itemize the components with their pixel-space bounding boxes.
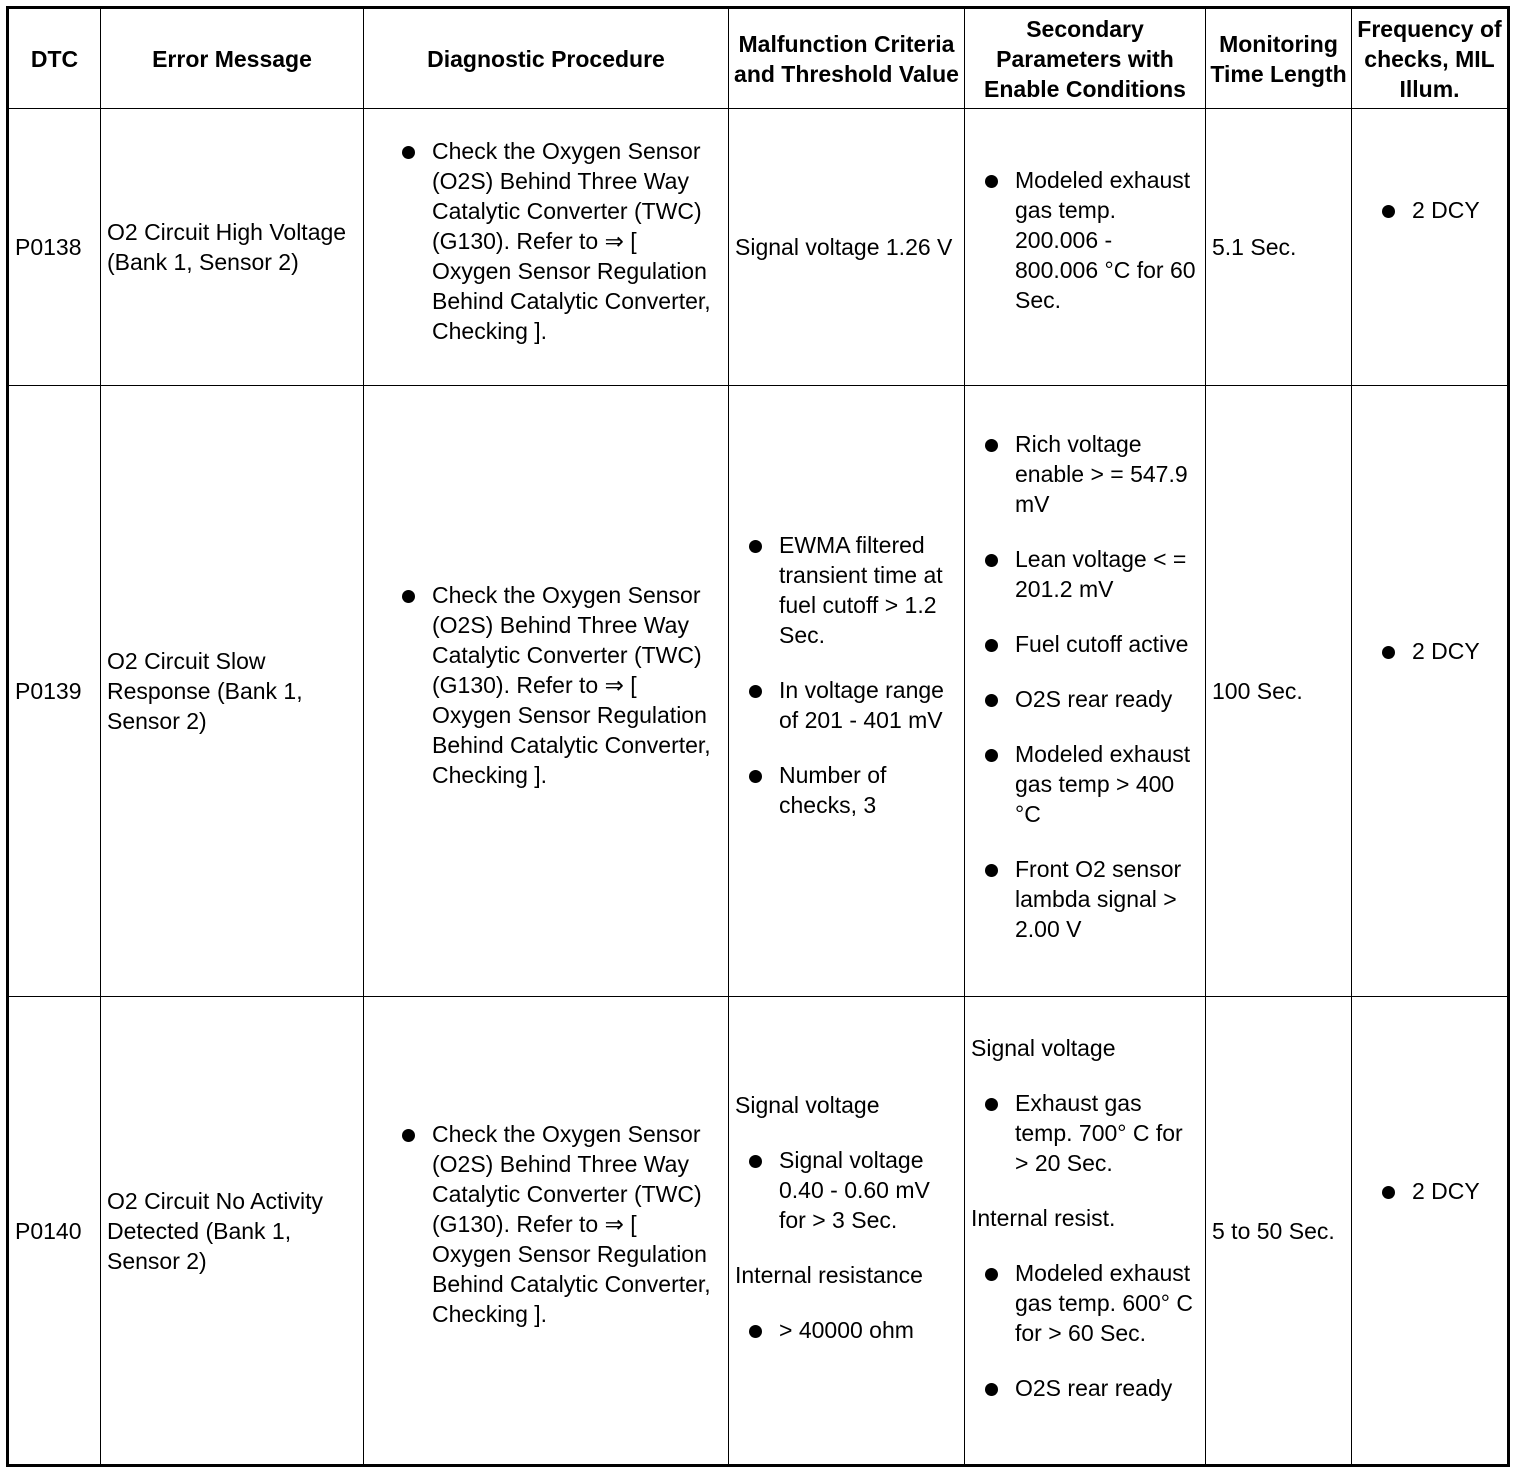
error-message: O2 Circuit No Activity Detected (Bank 1, Sensor 2) [101, 997, 364, 1466]
monitoring-time: 5.1 Sec. [1206, 109, 1352, 386]
list-item: Rich voltage enable > = 547.9 mV [971, 429, 1199, 519]
header-secondary-parameters: Secondary Parameters with Enable Conditions [965, 8, 1206, 109]
malfunction-criteria: Signal voltage 1.26 V [729, 109, 965, 386]
list-item: Modeled exhaust gas temp. 600° C for > 60 Sec. [971, 1258, 1199, 1348]
list-item: Modeled exhaust gas temp. 200.006 - 800.006 °C for 60 Sec. [971, 165, 1199, 315]
header-diagnostic-procedure: Diagnostic Procedure [364, 8, 729, 109]
secondary-parameters [965, 386, 1206, 997]
list-item: O2S rear ready [971, 684, 1199, 714]
header-error-message: Error Message [101, 8, 364, 109]
monitoring-time: 100 Sec. [1206, 386, 1352, 997]
error-message: O2 Circuit High Voltage (Bank 1, Sensor 2) [101, 109, 364, 386]
header-frequency: Frequency of checks, MIL Illum. [1352, 8, 1509, 109]
dtc-code: P0139 [8, 386, 101, 997]
list-item: 2 DCY [1368, 195, 1501, 225]
list-item: Check the Oxygen Sensor (O2S) Behind Three Way Catalytic Converter (TWC) (G130). Refer to ⇒ [ Oxygen Sensor Regulation Behind Catalytic Converter, Checking ]. [388, 1119, 720, 1329]
list-item: Lean voltage < = 201.2 mV [971, 544, 1199, 604]
criteria-label: Signal voltage [735, 1092, 880, 1118]
header-monitoring-time: Monitoring Time Length [1206, 8, 1352, 109]
table-row [8, 109, 1509, 386]
error-message: O2 Circuit Slow Response (Bank 1, Sensor 2) [101, 386, 364, 997]
frequency [1352, 997, 1509, 1466]
frequency [1352, 109, 1509, 386]
list-item: 2 DCY [1368, 1176, 1501, 1206]
secondary-label: Internal resist. [971, 1205, 1116, 1231]
diagnostic-procedure [364, 386, 729, 997]
frequency [1352, 386, 1509, 997]
monitoring-time: 5 to 50 Sec. [1206, 997, 1352, 1466]
malfunction-criteria [729, 997, 965, 1466]
malfunction-criteria [729, 386, 965, 997]
dtc-code: P0140 [8, 997, 101, 1466]
header-malfunction-criteria: Malfunction Criteria and Threshold Value [729, 8, 965, 109]
diagnostic-procedure [364, 109, 729, 386]
list-item: > 40000 ohm [735, 1315, 958, 1345]
list-item: Front O2 sensor lambda signal > 2.00 V [971, 854, 1199, 944]
list-item: Number of checks, 3 [735, 760, 958, 820]
list-item: 2 DCY [1368, 636, 1501, 666]
list-item: Modeled exhaust gas temp > 400 °C [971, 739, 1199, 829]
secondary-parameters [965, 109, 1206, 386]
secondary-parameters [965, 997, 1206, 1466]
list-item: O2S rear ready [971, 1373, 1199, 1403]
dtc-code: P0138 [8, 109, 101, 386]
list-item: EWMA filtered transient time at fuel cutoff > 1.2 Sec. [735, 530, 958, 650]
list-item: Signal voltage 0.40 - 0.60 mV for > 3 Sec. [735, 1145, 958, 1235]
list-item: In voltage range of 201 - 401 mV [735, 675, 958, 735]
list-item: Exhaust gas temp. 700° C for > 20 Sec. [971, 1088, 1199, 1178]
list-item: Check the Oxygen Sensor (O2S) Behind Three Way Catalytic Converter (TWC) (G130). Refer to ⇒ [ Oxygen Sensor Regulation Behind Catalytic Converter, Checking ]. [388, 580, 720, 790]
diagnostic-procedure [364, 997, 729, 1466]
secondary-label: Signal voltage [971, 1035, 1116, 1061]
list-item: Fuel cutoff active [971, 629, 1199, 659]
table-row [8, 997, 1509, 1466]
header-row [8, 8, 1509, 109]
criteria-label: Internal resistance [735, 1262, 923, 1288]
table-row [8, 386, 1509, 997]
list-item: Check the Oxygen Sensor (O2S) Behind Three Way Catalytic Converter (TWC) (G130). Refer to ⇒ [ Oxygen Sensor Regulation Behind Catalytic Converter, Checking ]. [388, 136, 720, 346]
header-dtc: DTC [8, 8, 101, 109]
dtc-table [6, 6, 1510, 1467]
